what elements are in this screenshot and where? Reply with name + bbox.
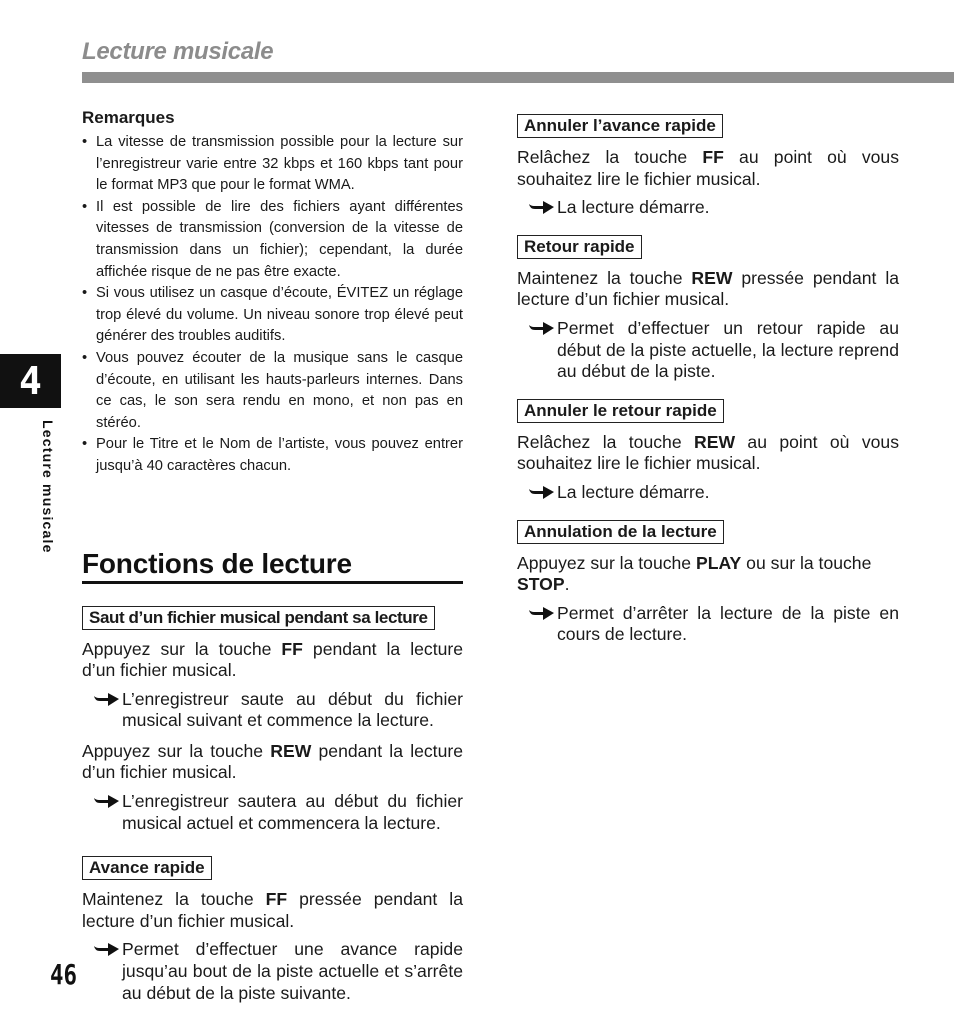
remarks-list — [82, 132, 463, 478]
rewind-result — [517, 318, 899, 383]
header-rule — [82, 72, 954, 83]
chapter-tab: 4 — [0, 354, 61, 408]
rewind-heading: Retour rapide — [517, 235, 642, 259]
skip-heading: Saut d’un fichier musical pendant sa lecture — [82, 606, 435, 630]
result-arrow-icon — [527, 483, 557, 503]
cancel-rew-heading: Annuler le retour rapide — [517, 399, 724, 423]
skip-instruction-rew: Appuyez sur la touche REW pendant la lecture d’un fichier musical. — [82, 740, 464, 783]
key-play: PLAY — [695, 552, 742, 573]
left-column — [82, 108, 463, 1004]
skip-result-rew — [82, 791, 463, 834]
fast-forward-heading: Avance rapide — [82, 856, 212, 880]
key-ff: FF — [265, 889, 288, 910]
page-header-title: Lecture musicale — [82, 38, 274, 65]
remark-item: • Vous pouvez écouter de la musique sans le casque d’écoute, en utilisant les hauts-parleurs internes. Dans ce cas, le son sera rendu en mono, et non pas en stéréo. — [82, 348, 463, 434]
result-text: L’enregistreur saute au début du fichier musical suivant et commence la lecture. — [122, 688, 463, 731]
key-ff: FF — [702, 147, 724, 167]
result-text: Permet d’effectuer une avance rapide jusqu’au bout de la piste actuelle et s’arrête au début de la piste suivante. — [122, 939, 463, 1003]
result-text: La lecture démarre. — [557, 197, 710, 218]
result-arrow-icon — [527, 604, 557, 624]
result-text: La lecture démarre. — [557, 481, 710, 502]
side-chapter-label: Lecture musicale — [40, 420, 56, 554]
skip-result-ff — [82, 689, 463, 732]
result-text: Permet d’effectuer un retour rapide au début de la piste actuelle, la lecture reprend au début de la piste. — [557, 317, 899, 382]
rewind-instruction: Maintenez la touche REW pressée pendant la lecture d’un fichier musical. — [517, 267, 900, 310]
remark-item: • Si vous utilisez un casque d’écoute, ÉVITEZ un réglage trop élevé du volume. Un niveau sonore trop élevé peut générer des troubles auditifs. — [82, 283, 463, 348]
remarks-title: Remarques — [82, 108, 175, 127]
stop-result — [517, 603, 899, 646]
key-stop: STOP — [517, 574, 565, 595]
cancel-ff-heading: Annuler l’avance rapide — [517, 114, 723, 138]
result-arrow-icon — [92, 690, 122, 710]
key-rew: REW — [691, 267, 733, 288]
result-arrow-icon — [92, 792, 122, 812]
fast-forward-result — [82, 939, 463, 1004]
cancel-ff-instruction: Relâchez la touche FF au point où vous souhaitez lire le fichier musical. — [517, 147, 899, 189]
fast-forward-instruction: Maintenez la touche FF pressée pendant la lecture d’un fichier musical. — [82, 889, 463, 931]
result-text: L’enregistreur sautera au début du fichier musical actuel et commencera la lecture. — [122, 791, 463, 833]
page-number: 46 — [50, 958, 77, 991]
remark-item: • Pour le Titre et le Nom de l’artiste, vous pouvez entrer jusqu’à 40 caractères chacun. — [82, 434, 463, 477]
cancel-ff-result — [517, 197, 899, 219]
remark-item: • La vitesse de transmission possible pour la lecture sur l’enregistreur varie entre 32 kbps et 160 kbps tant pour le format MP3 que pour le format WMA. — [82, 132, 463, 197]
result-arrow-icon — [92, 940, 122, 960]
skip-instruction-ff: Appuyez sur la touche FF pendant la lecture d’un fichier musical. — [82, 638, 464, 681]
remark-item: • Il est possible de lire des fichiers ayant différentes vitesses de transmission (conversion de la vitesse de transmission dans un fichier); cependant, la durée affichée risque de ne pas être exacte. — [82, 197, 463, 283]
result-text: Permet d’arrêter la lecture de la piste en cours de lecture. — [557, 602, 899, 645]
cancel-rew-instruction: Relâchez la touche REW au point où vous souhaitez lire le fichier musical. — [517, 431, 899, 474]
section-title: Fonctions de lecture — [82, 548, 463, 584]
stop-heading: Annulation de la lecture — [517, 520, 724, 544]
result-arrow-icon — [527, 198, 557, 218]
key-ff: FF — [281, 638, 303, 659]
key-rew: REW — [270, 740, 312, 761]
key-rew: REW — [694, 431, 736, 452]
stop-instruction: Appuyez sur la touche PLAY ou sur la touche STOP. — [517, 552, 872, 595]
cancel-rew-result — [517, 482, 899, 504]
right-column — [517, 114, 899, 646]
result-arrow-icon — [527, 319, 557, 339]
